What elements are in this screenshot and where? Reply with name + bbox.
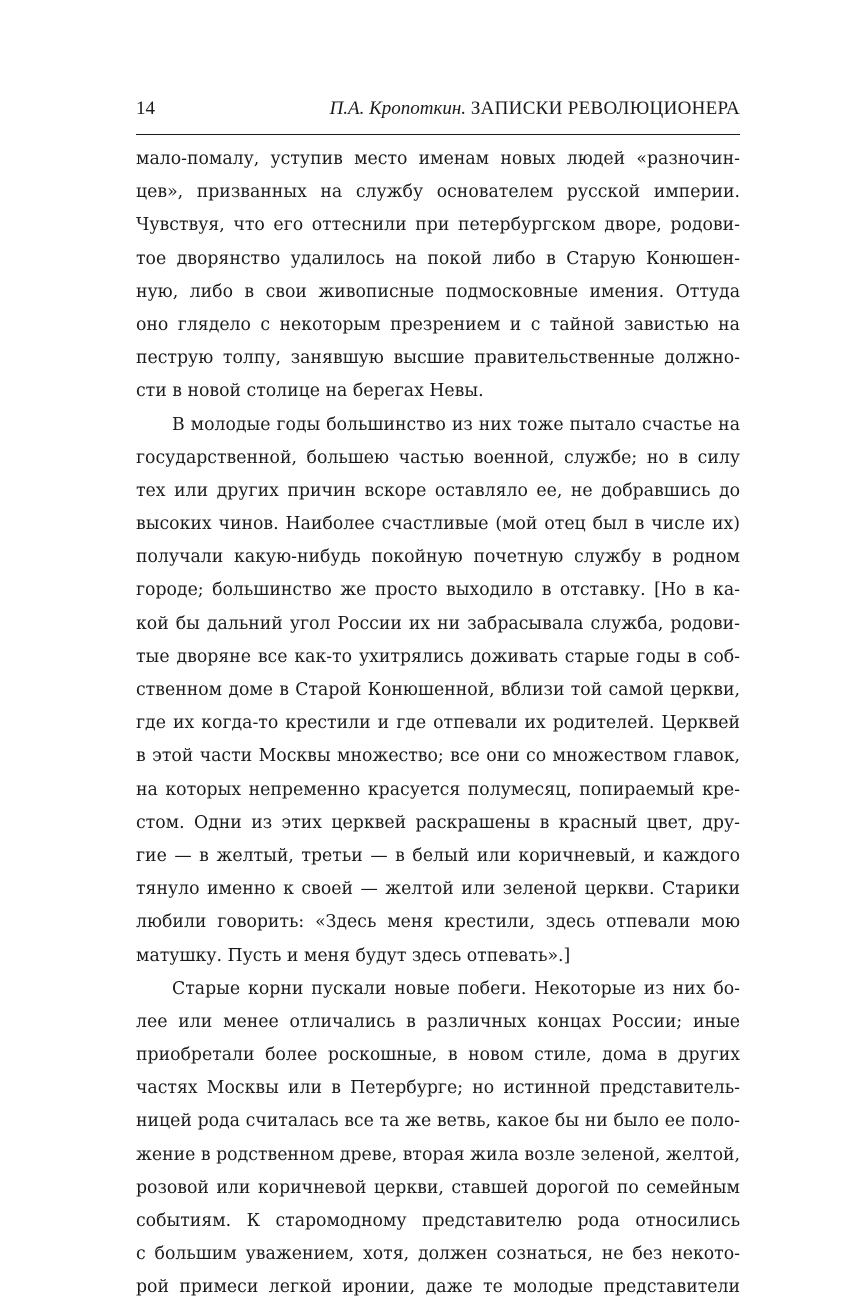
body-text — [136, 143, 740, 1305]
text-line: ную, либо в свои живописные подмосковные имения. Оттуда — [136, 281, 740, 302]
text-line: матушку. Пусть и меня будут здесь отпевать».] — [136, 945, 571, 966]
text-line: частях Москвы или в Петербурге; но истинной представитель- — [136, 1078, 740, 1099]
text-line: на которых непременно красуется полумесяц, попираемый кре- — [136, 779, 740, 800]
running-head — [136, 98, 740, 130]
page-number: 14 — [136, 98, 155, 119]
text-line: цев», призванных на службу основателем русской империи. — [136, 182, 740, 203]
text-line: гие — в желтый, третьи — в белый или коричневый, и каждого — [136, 845, 740, 866]
text-line: В молодые годы большинство из них тоже пытало счастье на — [172, 414, 740, 435]
text-line: в этой части Москвы множество; все они со множеством главок, — [136, 746, 740, 767]
text-line: тое дворянство удалилось на покой либо в Старую Конюшен- — [136, 248, 740, 269]
text-line: пеструю толпу, занявшую высшие правительственные должно- — [136, 348, 740, 369]
text-line: сти в новой столице на берегах Невы. — [136, 381, 484, 402]
text-line: кой бы дальний угол России их ни забрасывала служба, родови- — [136, 613, 740, 634]
paragraph-3 — [136, 973, 740, 1305]
paragraph-2 — [136, 409, 740, 973]
text-line: тянуло именно к своей — желтой или зеленой церкви. Старики — [136, 879, 740, 900]
text-line: государственной, большею частью военной, службе; но в силу — [136, 447, 740, 468]
text-line: любили говорить: «Здесь меня крестили, здесь отпевали мою — [136, 912, 740, 933]
text-line: лее или менее отличались в различных концах России; иные — [136, 1011, 740, 1032]
text-line: ницей рода считалась все та же ветвь, какое бы ни было ее поло- — [136, 1111, 740, 1132]
text-line: получали какую-нибудь покойную почетную службу в родном — [136, 547, 740, 568]
text-line: жение в родственном древе, вторая жила возле зеленой, желтой, — [136, 1144, 740, 1165]
running-title — [330, 98, 740, 120]
text-line: тые дворяне все как-то ухитрялись доживать старые годы в соб- — [136, 646, 740, 667]
text-line: с большим уважением, хотя, должен сознаться, не без некото- — [136, 1244, 740, 1265]
text-line: стом. Одни из этих церквей раскрашены в красный цвет, дру- — [136, 812, 740, 833]
text-line: событиям. К старомодному представителю рода относились — [136, 1211, 740, 1231]
text-line: ственном доме в Старой Конюшенной, вблизи той самой церкви, — [136, 680, 740, 700]
text-line: где их когда-то крестили и где отпевали их родителей. Церквей — [136, 713, 740, 734]
text-line: приобретали более роскошные, в новом стиле, дома в других — [136, 1045, 740, 1066]
author-name: П.А. Кропоткин. — [329, 98, 467, 119]
text-line: оно глядело с некоторым презрением и с тайной завистью на — [136, 314, 740, 335]
book-title: ЗАПИСКИ РЕВОЛЮЦИОНЕРА — [470, 98, 740, 119]
text-line: высоких чинов. Наиболее счастливые (мой отец был в числе их) — [136, 514, 740, 535]
text-line: городе; большинство же просто выходило в отставку. [Но в ка- — [136, 580, 740, 601]
text-line: Старые корни пускали новые побеги. Некоторые из них бо- — [172, 978, 740, 999]
paragraph-1 — [136, 143, 740, 409]
text-line: розовой или коричневой церкви, ставшей дорогой по семейным — [136, 1177, 740, 1198]
text-line: рой примеси легкой иронии, даже те молодые представители — [136, 1277, 740, 1298]
text-line: тех или других причин вскоре оставляло ее, не добравшись до — [136, 480, 740, 501]
header-rule — [136, 134, 740, 135]
text-line: Чувствуя, что его оттеснили при петербургском дворе, родови- — [136, 215, 740, 236]
text-line: мало-помалу, уступив место именам новых людей «разночин- — [136, 149, 740, 169]
